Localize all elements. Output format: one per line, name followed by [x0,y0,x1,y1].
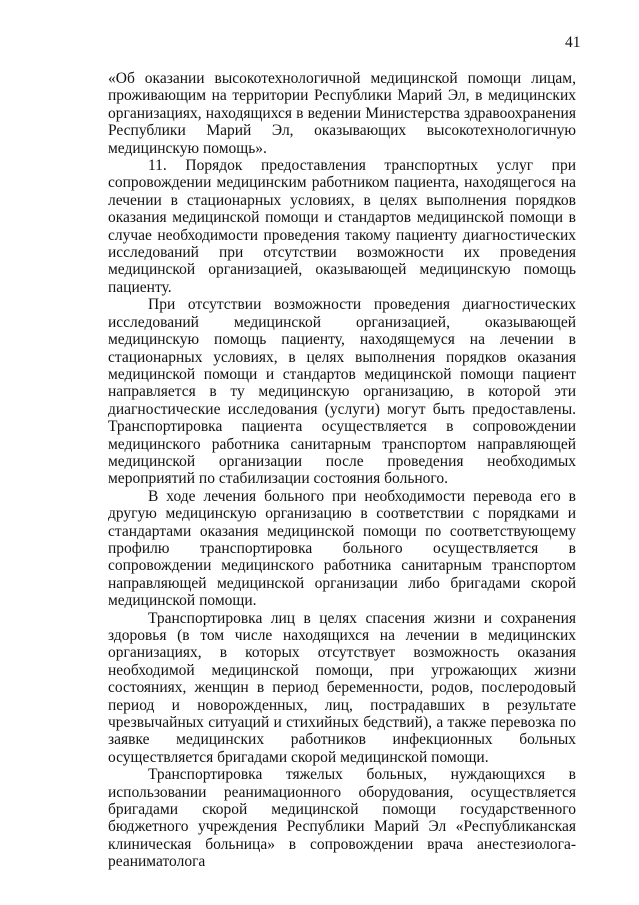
paragraph-section-11-heading: 11. Порядок предоставления транспортных услуг при сопровождении медицинским работником пациента, находящегося на лечении в стационарных условиях, в целях выполнения порядков оказания медицинской помощи и стандартов медицинской помощи в случае необходимости проведения такому пациенту диагностических исследований при отсутствии возможности их проведения медицинской организацией, оказывающей медицинскую помощь пациенту. [108,157,576,296]
paragraph-emergency-transport: Транспортировка лиц в целях спасения жизни и сохранения здоровья (в том числе находящихся на лечении в медицинских организациях, в которых отсутствует возможность оказания необходимой медицинской помощи, при угрожающих жизни состояниях, женщин в период беременности, родов, послеродовый период и новорожденных, лиц, пострадавших в результате чрезвычайных ситуаций и стихийных бедствий), а также перевозка по заявке медицинских работников инфекционных больных осуществляется бригадами скорой медицинской помощи. [108,609,576,766]
page-number: 41 [565,34,581,51]
paragraph-diagnostics: При отсутствии возможности проведения диагностических исследований медицинской организацией, оказывающей медицинскую помощь пациенту, находящемуся на лечении в стационарных условиях, в целях выполнения порядков оказания медицинской помощи и стандартов медицинской помощи пациент направляется в ту медицинскую организацию, в которой эти диагностические исследования (услуги) могут быть предоставлены. Транспортировка пациента осуществляется в сопровождении медицинского работника санитарным транспортом направляющей медицинской организации после проведения необходимых мероприятий по стабилизации состояния больного. [108,296,576,488]
paragraph-critical-patients: Транспортировка тяжелых больных, нуждающихся в использовании реанимационного оборудования, осуществляется бригадами скорой медицинской помощи государственного бюджетного учреждения Республики Марий Эл «Республиканская клиническая больница» в сопровождении врача анестезиолога-реаниматолога [108,766,576,871]
paragraph-decree-title: «Об оказании высокотехнологичной медицинской помощи лицам, проживающим на территории Республики Марий Эл, в медицинских организациях, находящихся в ведении Министерства здравоохранения Республики Марий Эл, оказывающих высокотехнологичную медицинскую помощь». [108,70,576,157]
paragraph-transfer: В ходе лечения больного при необходимости перевода его в другую медицинскую организацию в соответствии с порядками и стандартами оказания медицинской помощи по соответствующему профилю транспортировка больного осуществляется в сопровождении медицинского работника санитарным транспортом направляющей медицинской организации либо бригадами скорой медицинской помощи. [108,487,576,610]
document-body [108,70,576,871]
